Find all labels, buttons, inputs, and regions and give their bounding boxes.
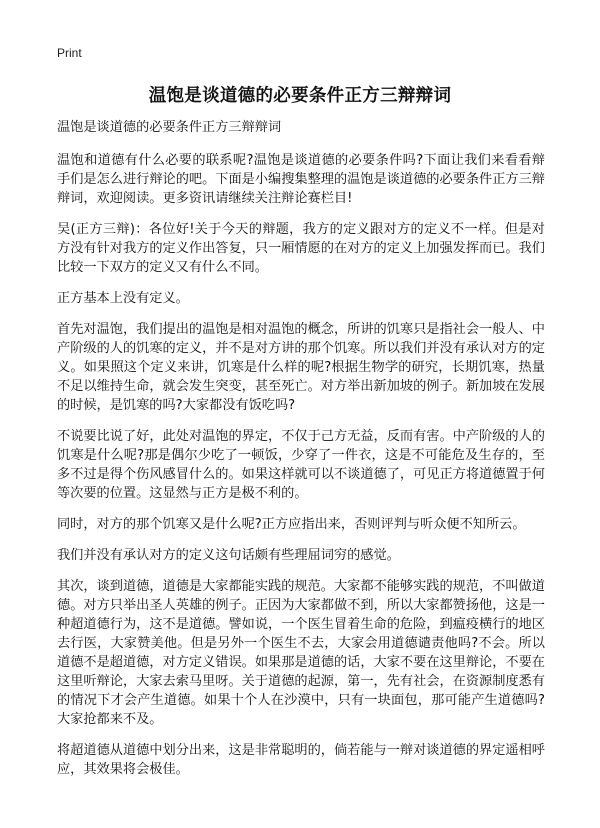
print-link[interactable]: Print [57,46,82,60]
paragraph-comment-3: 同时，对方的那个饥寒又是什么呢?正方应指出来，否则评判与听众便不知所云。 [57,517,526,532]
paragraph-speaker-opening: 吴(正方三辩)：各位好!关于今天的辩题，我方的定义跟对方的定义不一样。但是对方没有针对我方的定义作出答复，只一厢情愿的在对方的定义上加强发挥而已。我们比较一下双方的定义又有什么不同。 [57,222,545,275]
page-title: 温饱是谈道德的必要条件正方三辩辩词 [148,86,452,106]
paragraph-comment-1: 正方基本上没有定义。 [57,291,189,306]
paragraph-comment-2: 不说要比说了好，此处对温饱的界定，不仅于己方无益，反而有害。中产阶级的人的饥寒是什么呢?那是偶尔少吃了一顿饭，少穿了一件衣，这是不可能危及生存的，至多不过是得个伤风感冒什么的。如果这样就可以不谈道德了，可见正方将道德置于何等次要的位置。这显然与正方是极不利的。 [57,429,545,501]
paragraph-comment-5: 将超道德从道德中划分出来，这是非常聪明的，倘若能与一辩对谈道德的界定遥相呼应，其效果将会极佳。 [57,743,545,777]
paragraph-comment-4: 我们并没有承认对方的定义这句话颇有些理屈词穷的感觉。 [57,548,400,563]
paragraph-intro: 温饱和道德有什么必要的联系呢?温饱是谈道德的必要条件吗?下面让我们来看看辩手们是怎么进行辩论的吧。下面是小编搜集整理的温饱是谈道德的必要条件正方三辩辩词，欢迎阅读。更多资讯请继续关注辩论赛栏目! [57,153,545,206]
article-subtitle: 温饱是谈道德的必要条件正方三辩辩词 [57,120,282,135]
article-body [57,118,545,791]
paragraph-argument-morality: 其次，谈到道德，道德是大家都能实践的规范。大家都不能够实践的规范，不叫做道德。对方只举出圣人英雄的例子。正因为大家都做不到，所以大家都赞扬他，这是一种超道德行为，这不是道德。譬如说，一个医生冒着生命的危险，到瘟疫横行的地区去行医，大家赞美他。但是另外一个医生不去，大家会用道德谴责他吗?不会。所以道德不是超道德，对方定义错误。如果那是道德的话，大家不要在这里辩论，不要在这里听辩论，大家去索马里呀。关于道德的起源，第一，先有社会，在资源制度悉有的情况下才会产生道德。如果十个人在沙漠中，只有一块面包，那可能产生道德吗?大家抢都来不及。 [57,579,545,727]
paragraph-argument-food: 首先对温饱，我们提出的温饱是相对温饱的概念，所讲的饥寒只是指社会一般人、中产阶级的人的饥寒的定义，并不是对方讲的那个饥寒。所以我们并没有承认对方的定义。如果照这个定义来讲，饥寒是什么样的呢?根据生物学的研究，长期饥寒，热量不足以维持生命，就会发生突变，甚至死亡。对方举出新加坡的例子。新加坡在发展的时候，是饥寒的吗?大家都没有饭吃吗? [57,322,545,413]
